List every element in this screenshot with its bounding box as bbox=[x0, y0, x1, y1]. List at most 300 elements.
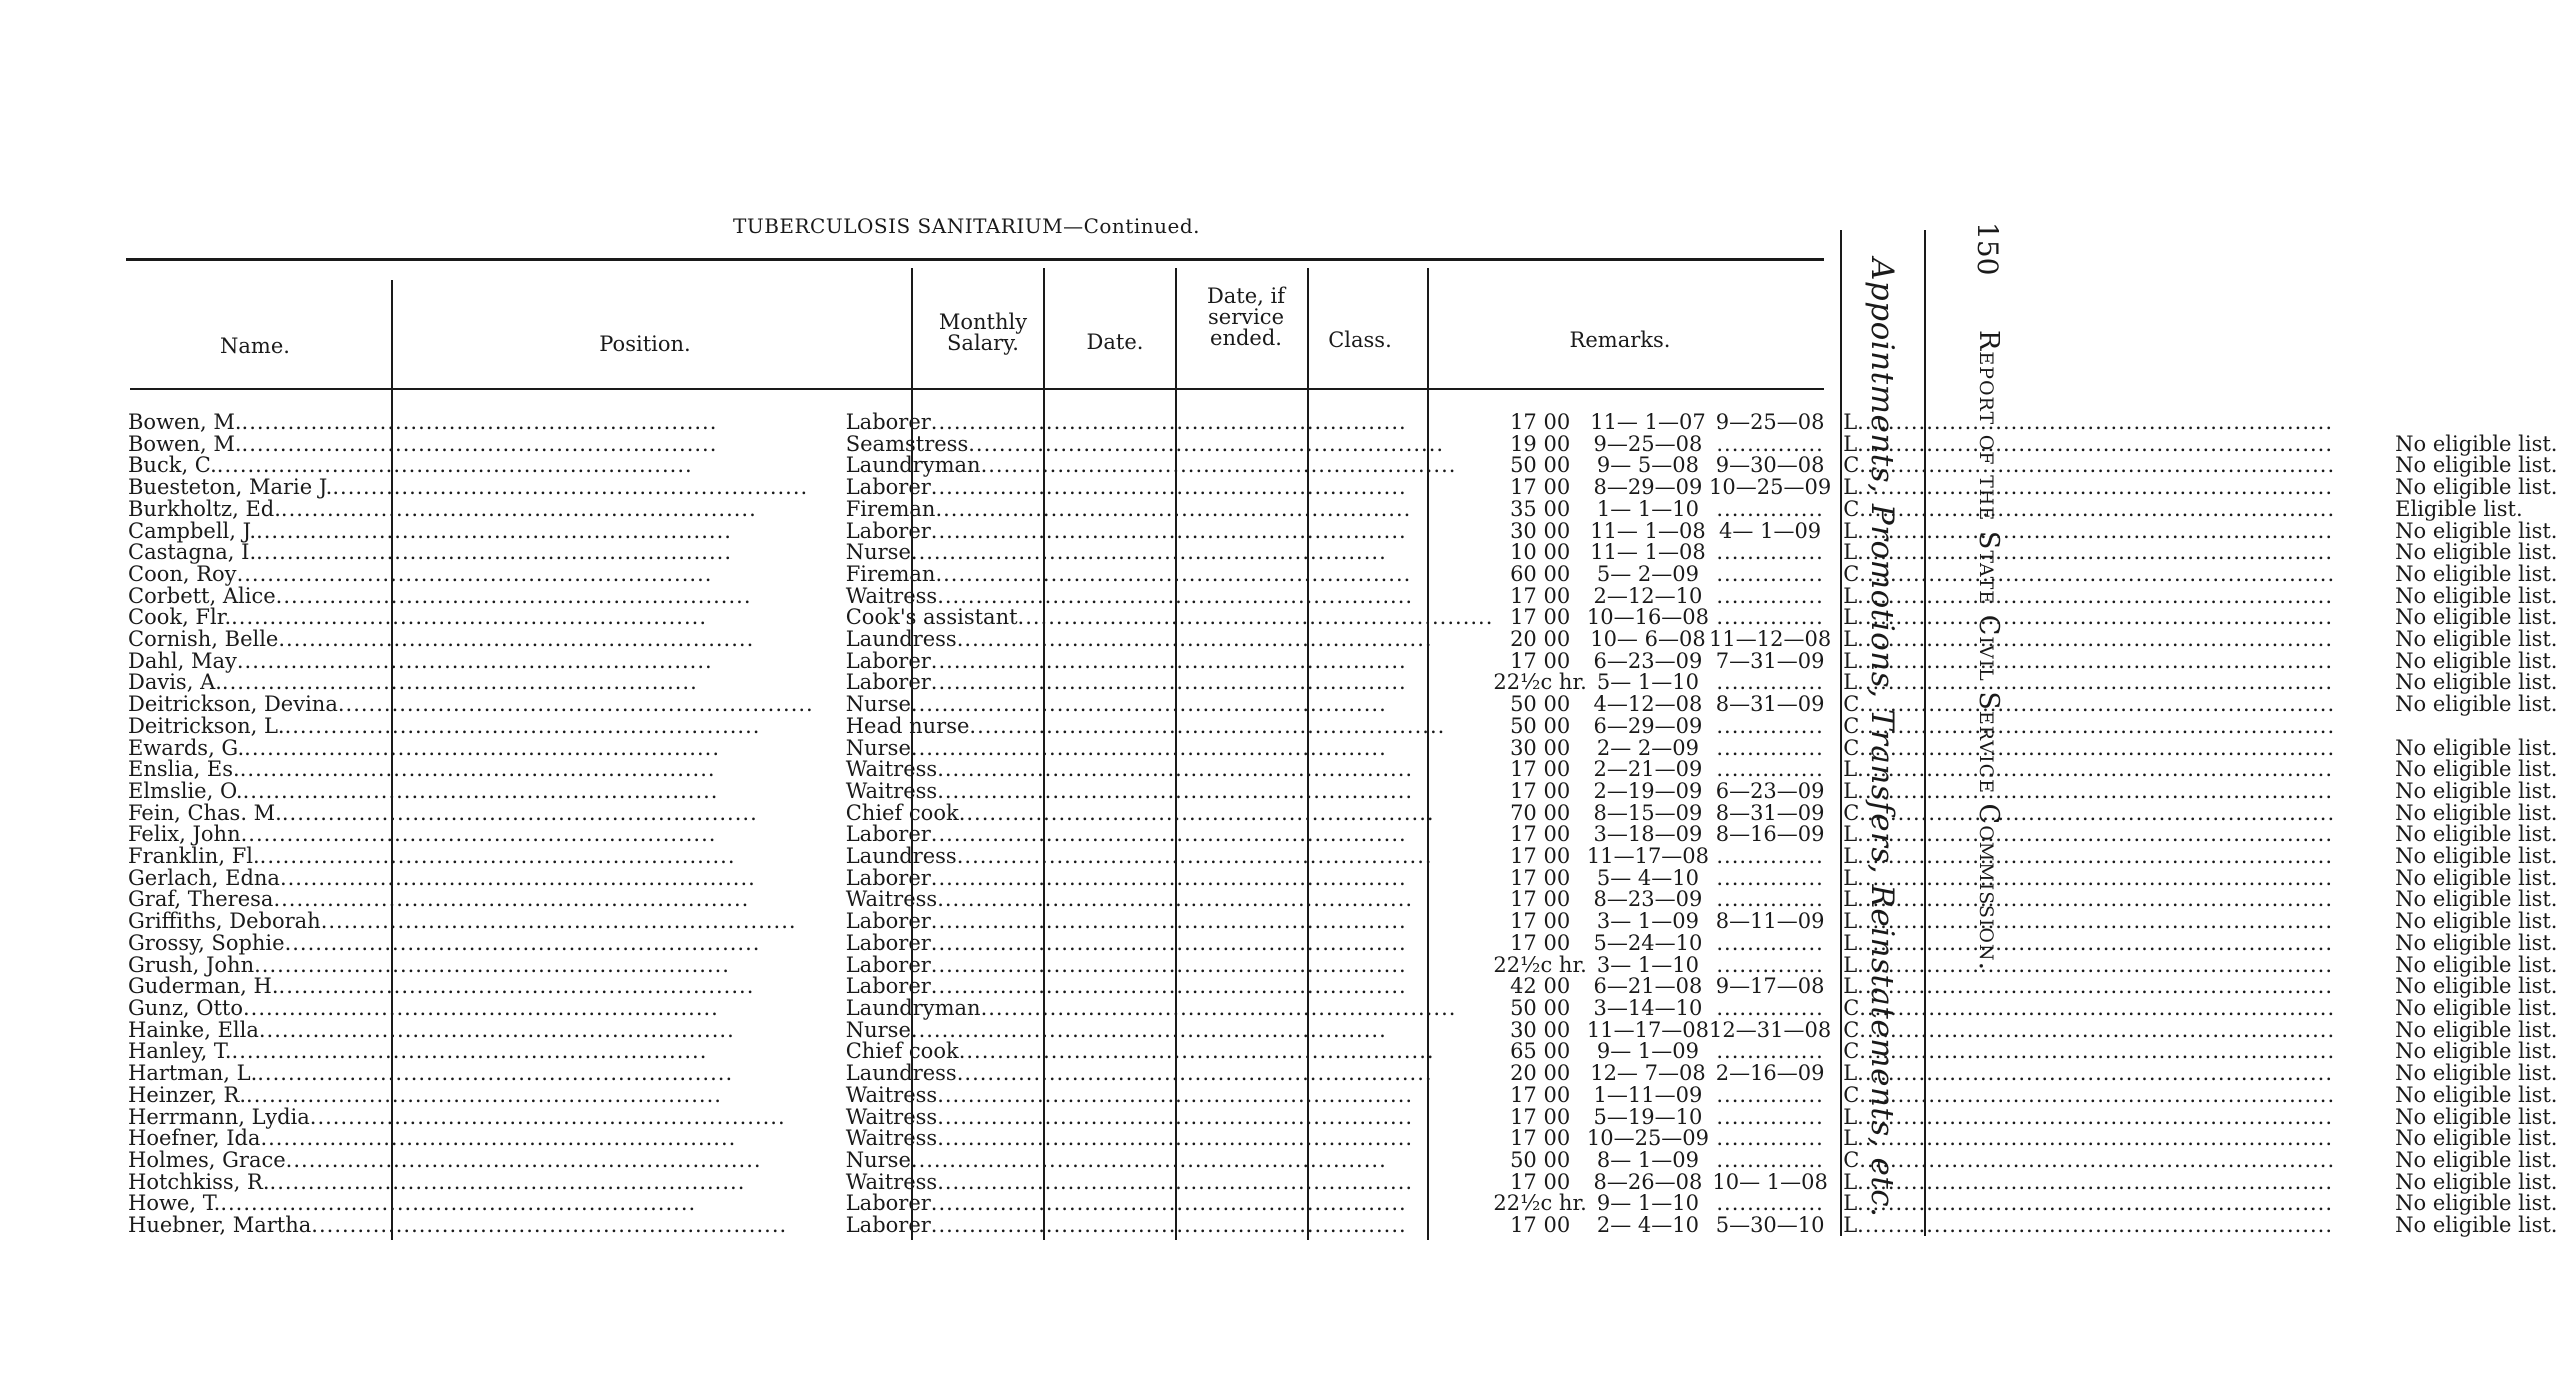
table-row bbox=[128, 521, 2557, 543]
cell-salary bbox=[1493, 694, 1586, 716]
class-text: L bbox=[1843, 778, 1858, 803]
cell-class bbox=[1831, 431, 2335, 456]
cell-position bbox=[814, 518, 1494, 543]
leader-dots: .............................................................. bbox=[273, 887, 750, 912]
ended-text: 11—12—08 bbox=[1709, 627, 1832, 652]
leader-dots: .............................................................. bbox=[285, 1147, 762, 1172]
table-row bbox=[128, 434, 2557, 456]
col-header-position: Position. bbox=[599, 332, 691, 356]
leader-dots: .............................................................. bbox=[930, 909, 1407, 934]
salary-text: 50 00 bbox=[1510, 995, 1571, 1020]
position-text: Laborer bbox=[845, 410, 931, 434]
date-text: 3—18—09 bbox=[1593, 822, 1703, 847]
salary-text: 20 00 bbox=[1510, 1061, 1571, 1086]
table-row bbox=[128, 759, 2557, 781]
class-text: C bbox=[1843, 1017, 1860, 1042]
leader-dots: .............................................................. bbox=[937, 1104, 1414, 1129]
date-text: 9— 1—09 bbox=[1596, 1039, 1699, 1064]
remarks-text: No eligible list. bbox=[2395, 995, 2557, 1020]
leader-dots: .............................................................. bbox=[910, 1147, 1387, 1172]
cell-class bbox=[1831, 672, 2335, 694]
position-text: Laborer bbox=[845, 952, 931, 977]
leader-dots: .............................................................. bbox=[937, 778, 1414, 803]
position-text: Cook's assistant bbox=[845, 605, 1018, 630]
cell-name bbox=[128, 778, 814, 803]
name-text: Griffiths, Deborah bbox=[128, 909, 321, 934]
cell-name bbox=[128, 759, 814, 781]
cell-position bbox=[814, 455, 1494, 477]
position-text: Laborer bbox=[845, 518, 931, 543]
salary-text: 50 00 bbox=[1510, 692, 1571, 717]
name-text: Gerlach, Edna bbox=[128, 865, 280, 890]
ended-text: 12—31—08 bbox=[1709, 1017, 1832, 1042]
table-row bbox=[128, 499, 2557, 521]
leader-dots: .............................................................. bbox=[930, 952, 1407, 977]
cell-class bbox=[1831, 1063, 2335, 1085]
date-text: 11— 1—07 bbox=[1590, 410, 1706, 434]
date-text: 3— 1—09 bbox=[1596, 909, 1699, 934]
leader-dots: .............................................................. bbox=[1859, 1039, 2336, 1064]
leader-dots: .............................................................. bbox=[278, 974, 755, 999]
leader-dots: .............................................................. bbox=[968, 431, 1445, 456]
salary-text: 17 00 bbox=[1510, 844, 1571, 869]
position-text: Fireman bbox=[845, 561, 936, 586]
col-header-ended-line2: service bbox=[1207, 305, 1284, 329]
class-text: L bbox=[1843, 627, 1858, 652]
leader-dots: .............................................................. bbox=[1859, 800, 2336, 825]
remarks-text: No eligible list. bbox=[2395, 431, 2557, 456]
salary-text: 50 00 bbox=[1510, 453, 1571, 478]
cell-name bbox=[128, 865, 814, 890]
leader-dots: .............. bbox=[1716, 1126, 1824, 1151]
position-text: Nurse bbox=[845, 692, 911, 717]
table-row bbox=[128, 911, 2557, 933]
cell-ended bbox=[1709, 778, 1831, 803]
leader-dots: .............................................................. bbox=[1859, 496, 2336, 521]
cell-class bbox=[1831, 629, 2335, 651]
cell-salary bbox=[1493, 889, 1586, 911]
cell-position bbox=[814, 800, 1494, 825]
salary-text: 60 00 bbox=[1510, 561, 1571, 586]
page-title: TUBERCULOSIS SANITARIUM—Continued. bbox=[733, 214, 1200, 238]
cell-ended bbox=[1709, 930, 1831, 955]
cell-name bbox=[128, 672, 814, 694]
leader-dots: .............................................................. bbox=[930, 822, 1407, 847]
date-text: 9— 1—10 bbox=[1596, 1191, 1699, 1216]
leader-dots: .............................................................. bbox=[956, 844, 1433, 869]
col-header-date: Date. bbox=[1086, 330, 1144, 354]
cell-position bbox=[814, 542, 1494, 564]
position-text: Fireman bbox=[845, 496, 936, 521]
class-text: L bbox=[1843, 1169, 1858, 1194]
leader-dots: .............................................................. bbox=[1859, 1082, 2336, 1107]
remarks-text: No eligible list. bbox=[2395, 822, 2557, 847]
leader-dots: .............................................................. bbox=[236, 561, 713, 586]
table-row bbox=[128, 976, 2557, 998]
date-text: 8—26—08 bbox=[1593, 1169, 1703, 1194]
leader-dots: .............................................................. bbox=[1857, 670, 2334, 695]
date-text: 1—11—09 bbox=[1593, 1082, 1703, 1107]
remarks-text: No eligible list. bbox=[2395, 757, 2557, 782]
cell-class bbox=[1831, 995, 2336, 1020]
cell-date bbox=[1587, 1104, 1709, 1129]
table-row bbox=[128, 1215, 2557, 1237]
cell-date bbox=[1587, 629, 1709, 651]
name-text: Cook, Flr. bbox=[128, 605, 232, 630]
cell-salary bbox=[1493, 800, 1586, 825]
class-text: L bbox=[1843, 475, 1858, 500]
leader-dots: .............................................................. bbox=[254, 952, 730, 977]
class-text: L bbox=[1843, 909, 1858, 934]
cell-date bbox=[1587, 930, 1709, 955]
cell-class bbox=[1831, 542, 2335, 564]
leader-dots: .............................................................. bbox=[259, 844, 736, 869]
class-text: L bbox=[1843, 410, 1858, 434]
class-text: C bbox=[1843, 1039, 1860, 1064]
remarks-text: No eligible list. bbox=[2395, 1039, 2557, 1064]
name-text: Hotchkiss, R. bbox=[128, 1169, 270, 1194]
date-text: 2— 2—09 bbox=[1596, 735, 1699, 760]
leader-dots: .............................................................. bbox=[269, 1169, 746, 1194]
cell-ended bbox=[1709, 477, 1831, 499]
leader-dots: .............................................................. bbox=[1857, 909, 2334, 934]
remarks-text: No eligible list. bbox=[2395, 1169, 2557, 1194]
name-text: Graf, Theresa bbox=[128, 887, 274, 912]
table-row bbox=[128, 1107, 2557, 1129]
cell-name bbox=[128, 1082, 814, 1107]
table-row bbox=[128, 846, 2557, 868]
cell-ended bbox=[1709, 1017, 1832, 1042]
leader-dots: .............. bbox=[1716, 1104, 1824, 1129]
name-text: Fein, Chas. M. bbox=[128, 800, 282, 825]
cell-date bbox=[1587, 1041, 1709, 1063]
remarks-text: No eligible list. bbox=[2395, 865, 2557, 890]
cell-name bbox=[128, 561, 814, 586]
date-text: 9— 5—08 bbox=[1596, 453, 1699, 478]
col-header-name: Name. bbox=[220, 334, 290, 358]
date-text: 6—23—09 bbox=[1593, 648, 1703, 673]
name-text: Deitrickson, Devina bbox=[128, 692, 338, 717]
cell-name bbox=[128, 1128, 814, 1150]
leader-dots: .............................................................. bbox=[1857, 605, 2334, 630]
cell-name bbox=[128, 1017, 814, 1042]
cell-remarks bbox=[2335, 477, 2557, 499]
cell-salary bbox=[1493, 1041, 1586, 1063]
cell-name bbox=[128, 930, 814, 955]
cell-date bbox=[1587, 607, 1709, 629]
table-row bbox=[128, 1020, 2557, 1042]
salary-text: 17 00 bbox=[1510, 475, 1571, 500]
leader-dots: .............................................................. bbox=[241, 431, 718, 456]
leader-dots: .............................................................. bbox=[1857, 410, 2334, 434]
date-text: 8—29—09 bbox=[1593, 475, 1703, 500]
leader-dots: .............................................................. bbox=[910, 540, 1387, 565]
name-text: Hanley, T. bbox=[128, 1039, 232, 1064]
cell-name bbox=[128, 694, 814, 716]
remarks-text: No eligible list. bbox=[2395, 1017, 2557, 1042]
salary-text: 17 00 bbox=[1510, 887, 1571, 912]
class-text: L bbox=[1843, 1061, 1858, 1086]
remarks-text: No eligible list. bbox=[2395, 909, 2557, 934]
leader-dots: .............................................................. bbox=[1857, 974, 2334, 999]
remarks-text: No eligible list. bbox=[2395, 692, 2557, 717]
position-text: Waitress bbox=[845, 887, 938, 912]
salary-text: 17 00 bbox=[1510, 1126, 1571, 1151]
cell-salary bbox=[1493, 778, 1586, 803]
name-text: Castagna, I. bbox=[128, 540, 257, 565]
cell-remarks bbox=[2335, 800, 2557, 825]
cell-ended bbox=[1709, 672, 1831, 694]
cell-date bbox=[1587, 713, 1709, 738]
cell-position bbox=[814, 1128, 1494, 1150]
cell-date bbox=[1586, 1017, 1710, 1042]
leader-dots: .............................................................. bbox=[930, 670, 1407, 695]
cell-salary bbox=[1493, 846, 1586, 868]
class-text: C bbox=[1843, 496, 1860, 521]
name-text: Grossy, Sophie bbox=[128, 930, 285, 955]
position-text: Laborer bbox=[845, 974, 931, 999]
cell-salary bbox=[1493, 1063, 1586, 1085]
cell-position bbox=[814, 694, 1494, 716]
leader-dots: .............................................................. bbox=[231, 605, 707, 630]
table-row bbox=[128, 694, 2557, 716]
cell-salary bbox=[1493, 865, 1586, 890]
cell-date bbox=[1587, 778, 1709, 803]
leader-dots: .............................................................. bbox=[279, 865, 756, 890]
remarks-text: No eligible list. bbox=[2395, 648, 2557, 673]
cell-name bbox=[128, 1215, 814, 1237]
cell-salary bbox=[1493, 911, 1586, 933]
col-header-salary-line2: Salary. bbox=[947, 331, 1019, 355]
name-text: Dahl, May bbox=[128, 648, 237, 673]
class-text: L bbox=[1843, 583, 1858, 608]
cell-salary bbox=[1493, 648, 1586, 673]
cell-remarks bbox=[2335, 1147, 2557, 1172]
cell-position bbox=[814, 629, 1494, 651]
cell-class bbox=[1831, 607, 2335, 629]
table-row bbox=[128, 933, 2557, 955]
cell-class bbox=[1831, 778, 2335, 803]
class-text: L bbox=[1843, 930, 1858, 955]
position-text: Laborer bbox=[845, 909, 931, 934]
cell-name bbox=[128, 1041, 814, 1063]
leader-dots: .............................................................. bbox=[1857, 540, 2334, 565]
date-text: 5— 2—09 bbox=[1596, 561, 1699, 586]
ended-text: 8—31—09 bbox=[1715, 692, 1825, 717]
leader-dots: .............. bbox=[1716, 540, 1824, 565]
salary-text: 10 00 bbox=[1510, 540, 1571, 565]
remarks-text: No eligible list. bbox=[2395, 453, 2557, 478]
cell-date bbox=[1587, 477, 1709, 499]
leader-dots: .............. bbox=[1716, 583, 1824, 608]
cell-position bbox=[814, 976, 1494, 998]
date-text: 11—17—08 bbox=[1586, 844, 1710, 869]
position-text: Nurse bbox=[845, 1147, 911, 1172]
cell-date bbox=[1587, 583, 1709, 608]
cell-date bbox=[1587, 889, 1709, 911]
cell-ended bbox=[1709, 1082, 1831, 1107]
name-text: Holmes, Grace bbox=[128, 1147, 286, 1172]
leader-dots: .............................................................. bbox=[910, 692, 1387, 717]
cell-salary bbox=[1493, 713, 1586, 738]
col-header-ended-line1: Date, if bbox=[1206, 284, 1286, 308]
leader-dots: .............................................................. bbox=[937, 757, 1414, 782]
leader-dots: .............. bbox=[1716, 952, 1824, 977]
class-text: L bbox=[1843, 757, 1858, 782]
class-text: C bbox=[1843, 453, 1860, 478]
cell-name bbox=[128, 607, 814, 629]
col-header-remarks: Remarks. bbox=[1569, 328, 1671, 352]
cell-ended bbox=[1709, 518, 1831, 543]
leader-dots: .............................................................. bbox=[1857, 865, 2334, 890]
leader-dots: .............................................................. bbox=[1857, 778, 2334, 803]
name-text: Heinzer, R. bbox=[128, 1082, 247, 1107]
cell-class bbox=[1831, 800, 2336, 825]
table-row bbox=[128, 1172, 2557, 1194]
leader-dots: .............................................................. bbox=[242, 778, 719, 803]
name-text: Huebner, Martha bbox=[128, 1213, 312, 1238]
leader-dots: .............................................................. bbox=[241, 410, 718, 434]
cell-name bbox=[128, 583, 814, 608]
cell-position bbox=[814, 930, 1494, 955]
cell-ended bbox=[1709, 1193, 1831, 1215]
ended-text: 4— 1—09 bbox=[1719, 518, 1822, 543]
leader-dots: .............................................................. bbox=[278, 627, 755, 652]
cell-class bbox=[1831, 1169, 2335, 1194]
name-text: Deitrickson, L. bbox=[128, 713, 285, 738]
cell-remarks bbox=[2335, 542, 2557, 564]
cell-date bbox=[1587, 1193, 1709, 1215]
leader-dots: .............................................................. bbox=[231, 1039, 708, 1064]
position-text: Waitress bbox=[845, 778, 938, 803]
cell-ended bbox=[1709, 431, 1831, 456]
cell-remarks bbox=[2335, 1082, 2557, 1107]
leader-dots: .............. bbox=[1716, 887, 1824, 912]
name-text: Burkholtz, Ed. bbox=[128, 496, 281, 521]
date-text: 3— 1—10 bbox=[1596, 952, 1699, 977]
cell-remarks bbox=[2335, 759, 2557, 781]
appointments-table bbox=[128, 412, 2557, 1237]
cell-remarks bbox=[2335, 431, 2557, 456]
class-text: L bbox=[1843, 952, 1858, 977]
leader-dots: .............. bbox=[1716, 1191, 1824, 1216]
cell-date bbox=[1587, 995, 1709, 1020]
remarks-text: No eligible list. bbox=[2395, 974, 2557, 999]
cell-remarks bbox=[2335, 735, 2557, 760]
position-text: Waitress bbox=[845, 757, 938, 782]
cell-class bbox=[1831, 889, 2335, 911]
salary-text: 50 00 bbox=[1510, 1147, 1571, 1172]
position-text: Chief cook bbox=[845, 1039, 959, 1064]
cell-class bbox=[1831, 911, 2335, 933]
table-row bbox=[128, 998, 2557, 1020]
cell-ended bbox=[1709, 607, 1831, 629]
cell-position bbox=[814, 412, 1494, 434]
cell-class bbox=[1831, 496, 2336, 521]
cell-remarks bbox=[2335, 629, 2557, 651]
date-text: 2—21—09 bbox=[1593, 757, 1703, 782]
cell-class bbox=[1831, 561, 2336, 586]
cell-position bbox=[814, 477, 1494, 499]
date-text: 2—12—10 bbox=[1593, 583, 1703, 608]
name-text: Davis, A. bbox=[128, 670, 222, 695]
leader-dots: .............................................................. bbox=[930, 1191, 1407, 1216]
leader-dots: .............................................................. bbox=[337, 692, 814, 717]
leader-dots: .............. bbox=[1716, 431, 1824, 456]
cell-ended bbox=[1709, 846, 1831, 868]
cell-date bbox=[1587, 431, 1709, 456]
remarks-text: No eligible list. bbox=[2395, 887, 2557, 912]
leader-dots: .............................................................. bbox=[280, 496, 757, 521]
cell-name bbox=[128, 911, 814, 933]
remarks-text: No eligible list. bbox=[2395, 561, 2557, 586]
cell-salary bbox=[1493, 952, 1587, 977]
cell-date bbox=[1587, 865, 1709, 890]
date-text: 6—29—09 bbox=[1593, 713, 1703, 738]
salary-text: 30 00 bbox=[1510, 518, 1571, 543]
leader-dots: .............................................................. bbox=[1857, 1169, 2334, 1194]
position-text: Laborer bbox=[845, 670, 931, 695]
remarks-text: No eligible list. bbox=[2395, 1082, 2557, 1107]
cell-ended bbox=[1709, 496, 1831, 521]
table-row bbox=[128, 716, 2557, 738]
cell-ended bbox=[1709, 976, 1831, 998]
cell-class bbox=[1831, 455, 2335, 477]
leader-dots: .............................................................. bbox=[320, 909, 797, 934]
cell-remarks bbox=[2335, 1215, 2557, 1237]
salary-text: 17 00 bbox=[1510, 1213, 1571, 1238]
leader-dots: .............................................................. bbox=[1857, 627, 2334, 652]
header-bottom-rule bbox=[130, 388, 1824, 390]
leader-dots: .............................................................. bbox=[1857, 1213, 2334, 1238]
cell-name bbox=[128, 889, 814, 911]
cell-position bbox=[814, 824, 1494, 846]
cell-position bbox=[814, 1063, 1494, 1085]
table-row bbox=[128, 651, 2557, 673]
position-text: Laborer bbox=[845, 930, 931, 955]
class-text: L bbox=[1843, 670, 1858, 695]
cell-class bbox=[1831, 824, 2335, 846]
leader-dots: .............................................................. bbox=[1859, 1147, 2336, 1172]
salary-text: 17 00 bbox=[1510, 1082, 1571, 1107]
cell-date bbox=[1587, 518, 1709, 543]
cell-remarks bbox=[2335, 694, 2557, 716]
col-header-salary-line1: Monthly bbox=[938, 310, 1028, 334]
class-text: L bbox=[1843, 431, 1858, 456]
cell-ended bbox=[1709, 713, 1831, 738]
leader-dots: .............................................................. bbox=[281, 800, 758, 825]
leader-dots: .............................................................. bbox=[256, 540, 733, 565]
cell-class bbox=[1831, 976, 2335, 998]
cell-remarks bbox=[2335, 889, 2557, 911]
name-text: Bowen, M. bbox=[128, 410, 242, 434]
salary-text: 22½c hr. bbox=[1493, 1191, 1587, 1216]
cell-ended bbox=[1709, 1128, 1831, 1150]
leader-dots: .............. bbox=[1716, 561, 1824, 586]
col-header-ended-line3: ended. bbox=[1210, 326, 1282, 350]
cell-name bbox=[128, 1193, 814, 1215]
cell-position bbox=[814, 1017, 1494, 1042]
remarks-text: No eligible list. bbox=[2395, 475, 2557, 500]
cell-remarks bbox=[2335, 995, 2557, 1020]
name-text: Hartman, L. bbox=[128, 1061, 258, 1086]
class-text: L bbox=[1843, 1191, 1858, 1216]
class-text: L bbox=[1843, 648, 1858, 673]
ended-text: 9—25—08 bbox=[1715, 410, 1825, 434]
cell-remarks bbox=[2335, 412, 2557, 434]
cell-position bbox=[814, 865, 1494, 890]
cell-salary bbox=[1493, 477, 1586, 499]
